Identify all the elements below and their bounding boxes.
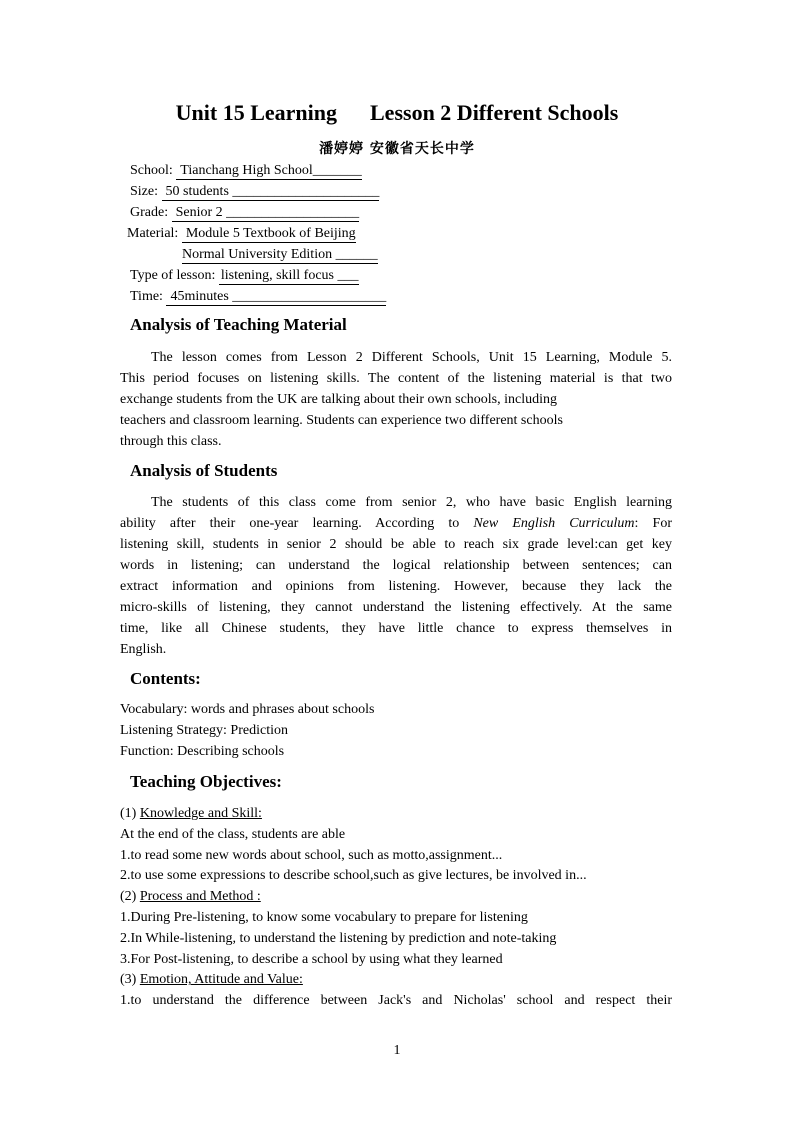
text-line: listening skill, students in senior 2 should be able to reach six grade level:can get key [120, 537, 672, 552]
objective-process-heading [120, 887, 680, 908]
page-number: 1 [393, 1043, 401, 1058]
info-grade [130, 204, 359, 222]
list-item: Listening Strategy: Prediction [120, 722, 288, 738]
italic-title: New English Curriculum [473, 516, 635, 531]
document-title: Unit 15 Learning Lesson 2 Different Schools [175, 100, 619, 125]
text-segment: ability after their one-year learning. According to [120, 516, 474, 531]
author-line: 潘婷婷 安徽省天长中学 [319, 141, 475, 157]
material-value: Module 5 Textbook of Beijing [182, 226, 356, 243]
text-line: micro-skills of listening, they cannot understand the listening effectively. At the same [120, 600, 672, 615]
text-line: extract information and opinions from listening. However, because they lack the [120, 579, 672, 594]
list-item: Function: Describing schools [120, 743, 285, 759]
time-label: Time: [130, 289, 163, 304]
text-line [120, 513, 672, 534]
size-label: Size: [130, 184, 158, 199]
info-time [130, 288, 386, 306]
contents-list [120, 700, 680, 762]
info-size [130, 183, 379, 201]
heading-analysis-students: Analysis of Students [130, 461, 278, 480]
text-line: teachers and classroom learning. Students can experience two different schools [120, 413, 563, 428]
objectives-list [120, 804, 680, 1012]
type-value: listening, skill focus ___ [220, 268, 359, 283]
school-label: School: [130, 163, 173, 178]
heading-teaching-objectives: Teaching Objectives: [130, 772, 282, 791]
info-type [130, 267, 359, 285]
text-line: The students of this class come from senior 2, who have basic English learning [151, 495, 672, 510]
info-material [127, 225, 356, 243]
paragraph-analysis-material [120, 347, 672, 452]
list-item: 1.to understand the difference between Jack's and Nicholas' school and respect their [120, 993, 672, 1009]
heading-analysis-material: Analysis of Teaching Material [130, 315, 347, 334]
objective-label: Process and Method : [139, 889, 261, 905]
list-item: 2.In While-listening, to understand the listening by prediction and note-taking [120, 930, 557, 946]
text-line: The lesson comes from Lesson 2 Different Schools, Unit 15 Learning, Module 5. [151, 350, 672, 365]
objective-label: Knowledge and Skill: [139, 806, 262, 821]
objective-number: (3) [120, 972, 140, 988]
time-value: 45minutes ______________________ [166, 289, 386, 306]
objective-knowledge-heading [120, 804, 680, 825]
material-value-cont: Normal University Edition ______ [182, 247, 378, 262]
grade-label: Grade: [130, 205, 169, 220]
text-line: This period focuses on listening skills. The content of the listening material is that two [120, 371, 672, 386]
text-line: through this class. [120, 434, 222, 449]
objective-number: (2) [120, 889, 140, 905]
list-item: 1.to read some new words about school, such as motto,assignment... [120, 847, 503, 863]
material-label: Material: [127, 226, 179, 241]
heading-contents: Contents: [130, 669, 201, 688]
list-item: At the end of the class, students are able [120, 826, 346, 842]
objective-emotion-heading [120, 970, 680, 991]
objective-number: (1) [120, 806, 140, 821]
list-item: 3.For Post-listening, to describe a school by using what they learned [120, 951, 503, 967]
text-line: exchange students from the UK are talking about their own schools, including [120, 392, 558, 407]
info-school [130, 162, 362, 180]
list-item: 2.to use some expressions to describe school,such as give lectures, be involved in... [120, 868, 587, 884]
objective-label: Emotion, Attitude and Value: [139, 972, 303, 988]
grade-value: Senior 2 ___________________ [172, 205, 360, 222]
text-line: words in listening; can understand the logical relationship between sentences; can [120, 558, 672, 573]
list-item: 1.During Pre-listening, to know some vocabulary to prepare for listening [120, 909, 528, 925]
size-value: 50 students _____________________ [162, 184, 380, 201]
paragraph-analysis-students [120, 492, 672, 660]
school-value: Tianchang High School_______ [176, 163, 361, 180]
text-line: time, like all Chinese students, they have little chance to express themselves in [120, 621, 672, 636]
list-item: Vocabulary: words and phrases about schools [120, 702, 375, 717]
info-material-cont [182, 246, 378, 264]
text-line: English. [120, 642, 167, 657]
type-label: Type of lesson: [130, 268, 216, 283]
text-segment: : For [634, 516, 672, 531]
